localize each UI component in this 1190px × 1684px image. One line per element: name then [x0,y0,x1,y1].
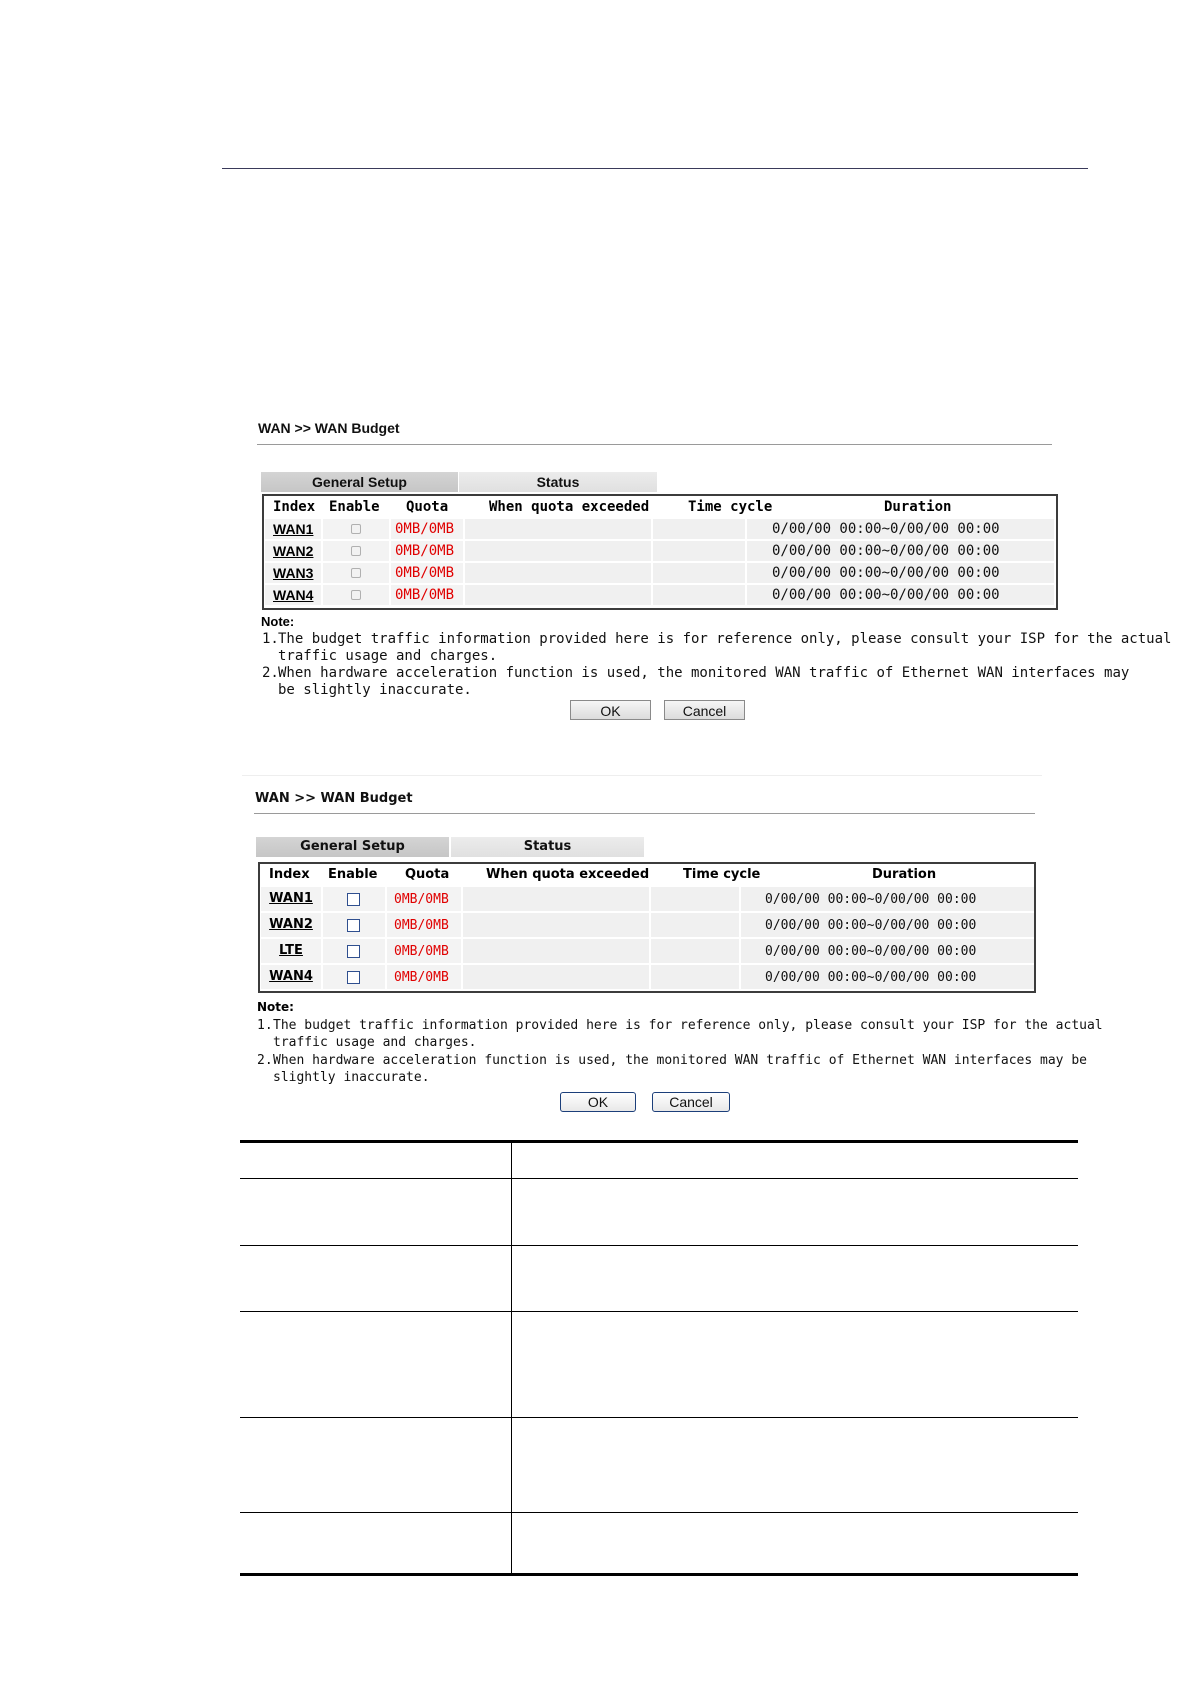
note-1-number: 1. [262,631,279,647]
ok-button[interactable]: OK [570,700,651,720]
table-header-row [264,496,1056,518]
document-header-rule [222,168,1088,169]
duration-value: 0/00/00 00:00~0/00/00 00:00 [765,970,977,985]
enable-cell [323,519,389,539]
wan-link[interactable]: WAN1 [269,891,313,906]
duration-value: 0/00/00 00:00~0/00/00 00:00 [765,918,977,933]
enable-checkbox[interactable] [351,546,361,556]
duration-cell [741,939,1034,963]
enable-cell [323,541,389,561]
enable-checkbox[interactable] [351,524,361,534]
table-row [260,886,1034,912]
note-2-number: 2. [262,665,279,681]
enable-checkbox[interactable] [351,590,361,600]
column-header-enable: Enable [329,499,380,515]
enable-cell [323,563,389,583]
index-cell [261,913,321,937]
desc-table-row-rule [240,1417,1078,1418]
column-header-when-quota-exceeded-2: When quota exceeded [486,867,650,882]
wan-budget-table-2 [258,862,1036,993]
wan-link[interactable]: WAN2 [273,543,314,559]
note-2-line-2: be slightly inaccurate. [278,682,472,698]
quota-value: 0MB/0MB [395,521,455,537]
note-2-2-line-2: slightly inaccurate. [273,1070,430,1085]
index-cell [265,541,321,561]
quota-value: 0MB/0MB [394,944,449,959]
desc-table-row-rule [240,1245,1078,1246]
tab-general-setup[interactable]: General Setup [261,472,458,492]
wan-link[interactable]: WAN3 [273,565,314,581]
duration-cell [747,541,1054,561]
duration-cell [747,563,1054,583]
when-quota-exceeded-cell [463,965,649,989]
note-2-1-line-1: The budget traffic information provided here is for reference only, please consult your ISP for the actual [273,1018,1103,1033]
quota-cell [391,519,463,539]
time-cycle-cell [651,913,739,937]
time-cycle-cell [653,585,745,605]
desc-table-column-divider [511,1142,512,1574]
wan-link[interactable]: WAN4 [269,969,313,984]
desc-table-top-rule [240,1140,1078,1143]
cancel-button-2[interactable]: Cancel [652,1092,730,1112]
quota-cell [387,939,461,963]
duration-cell [747,519,1054,539]
enable-cell [323,585,389,605]
index-cell [265,563,321,583]
quota-value: 0MB/0MB [394,892,449,907]
desc-table-row-rule [240,1512,1078,1513]
enable-checkbox[interactable] [347,893,360,906]
column-header-time-cycle-2: Time cycle [683,867,761,882]
wan-link[interactable]: WAN4 [273,587,314,603]
column-header-enable-2: Enable [328,867,378,882]
desc-table-bottom-rule [240,1573,1078,1576]
when-quota-exceeded-cell [463,887,649,911]
wan-link[interactable]: WAN2 [269,917,313,932]
desc-table-row-rule [240,1311,1078,1312]
column-header-duration: Duration [884,499,952,515]
enable-checkbox[interactable] [347,945,360,958]
table-header-row-2 [260,864,1034,886]
column-header-time-cycle: Time cycle [688,499,773,515]
note-2-2-number: 2. [257,1053,273,1068]
when-quota-exceeded-cell [465,541,651,561]
desc-table-header-rule [240,1178,1078,1179]
column-header-index: Index [273,499,316,515]
time-cycle-cell [653,541,745,561]
breadcrumb-divider [257,444,1052,445]
wan-link[interactable]: LTE [279,943,303,958]
note-2-1-line-2: traffic usage and charges. [273,1035,477,1050]
duration-cell [747,585,1054,605]
enable-checkbox[interactable] [347,971,360,984]
quota-cell [391,563,463,583]
enable-checkbox[interactable] [351,568,361,578]
index-cell [261,939,321,963]
tab-status-2[interactable]: Status [451,837,644,857]
note-1-line-2: traffic usage and charges. [278,648,498,664]
quota-value: 0MB/0MB [395,565,455,581]
breadcrumb-divider-2 [254,813,1035,814]
time-cycle-cell [651,965,739,989]
note-title: Note: [261,614,295,629]
table-row [264,540,1056,562]
when-quota-exceeded-cell [463,939,649,963]
quota-cell [387,913,461,937]
time-cycle-cell [651,887,739,911]
table-row [260,938,1034,964]
tab-general-setup-2[interactable]: General Setup [256,837,449,857]
wan-link[interactable]: WAN1 [273,521,314,537]
duration-value: 0/00/00 00:00~0/00/00 00:00 [772,587,1000,603]
breadcrumb-2: WAN >> WAN Budget [255,791,413,806]
when-quota-exceeded-cell [463,913,649,937]
breadcrumb: WAN >> WAN Budget [258,420,400,436]
note-1-line-1: The budget traffic information provided here is for reference only, please consult your ISP for the actual [278,631,1172,647]
index-cell [261,965,321,989]
enable-cell [323,939,385,963]
duration-value: 0/00/00 00:00~0/00/00 00:00 [772,565,1000,581]
column-header-duration-2: Duration [872,867,937,882]
enable-checkbox[interactable] [347,919,360,932]
when-quota-exceeded-cell [465,519,651,539]
time-cycle-cell [651,939,739,963]
duration-value: 0/00/00 00:00~0/00/00 00:00 [765,892,977,907]
when-quota-exceeded-cell [465,563,651,583]
quota-cell [391,585,463,605]
screenshot-frame-edge [242,775,1042,776]
quota-cell [387,887,461,911]
duration-value: 0/00/00 00:00~0/00/00 00:00 [772,543,1000,559]
quota-value: 0MB/0MB [394,970,449,985]
table-row [260,912,1034,938]
note-2-line-1: When hardware acceleration function is used, the monitored WAN traffic of Ethernet WAN interfaces may [278,665,1130,681]
enable-cell [323,913,385,937]
duration-cell [741,887,1034,911]
duration-value: 0/00/00 00:00~0/00/00 00:00 [765,944,977,959]
table-row [264,584,1056,606]
index-cell [261,887,321,911]
duration-value: 0/00/00 00:00~0/00/00 00:00 [772,521,1000,537]
duration-cell [741,965,1034,989]
note-2-2-line-1: When hardware acceleration function is used, the monitored WAN traffic of Ethernet WAN interfaces may be [273,1053,1087,1068]
enable-cell [323,965,385,989]
tab-status[interactable]: Status [459,472,657,492]
column-header-index-2: Index [269,867,310,882]
when-quota-exceeded-cell [465,585,651,605]
time-cycle-cell [653,519,745,539]
column-header-quota-2: Quota [405,867,450,882]
table-row [264,518,1056,540]
duration-cell [741,913,1034,937]
time-cycle-cell [653,563,745,583]
table-row [264,562,1056,584]
ok-button-2[interactable]: OK [560,1092,636,1112]
enable-cell [323,887,385,911]
quota-value: 0MB/0MB [395,587,455,603]
note-title-2: Note: [257,1000,294,1014]
quota-value: 0MB/0MB [394,918,449,933]
wan-budget-table [262,494,1058,610]
quota-cell [387,965,461,989]
quota-value: 0MB/0MB [395,543,455,559]
cancel-button[interactable]: Cancel [664,700,745,720]
column-header-quota: Quota [406,499,449,515]
column-header-when-quota-exceeded: When quota exceeded [489,499,650,515]
quota-cell [391,541,463,561]
table-row [260,964,1034,990]
note-2-1-number: 1. [257,1018,273,1033]
index-cell [265,585,321,605]
index-cell [265,519,321,539]
